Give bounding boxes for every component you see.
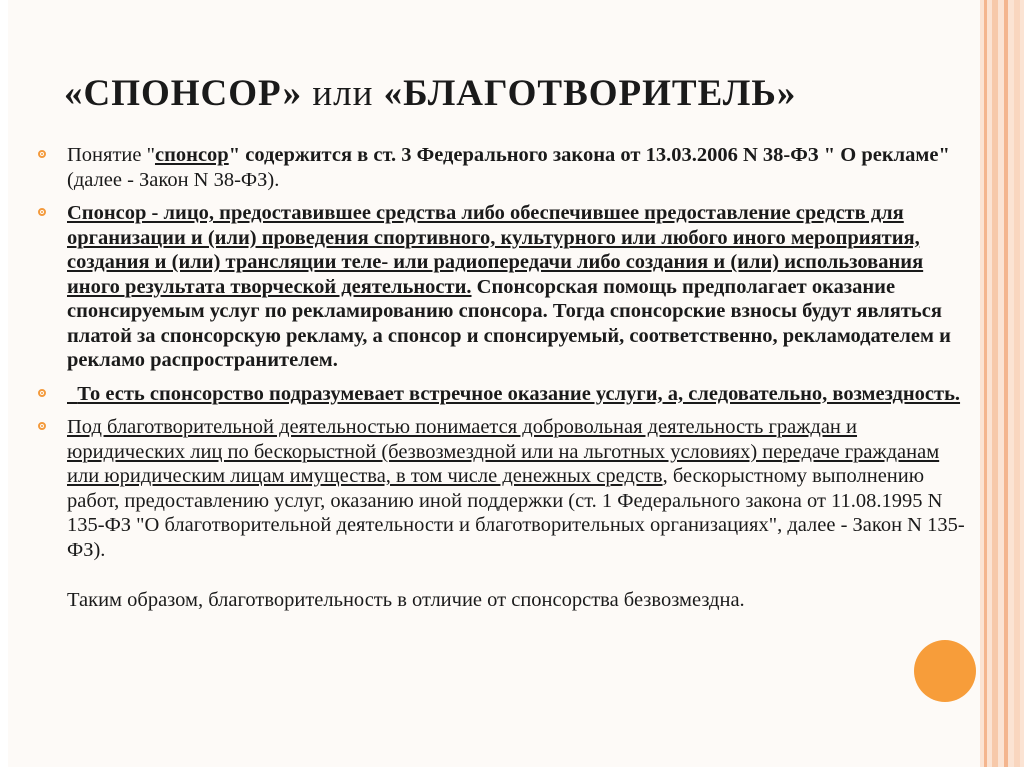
bullet-charity-definition xyxy=(36,415,968,613)
title-or: или xyxy=(312,73,374,114)
bullet-icon xyxy=(38,150,46,158)
title-benefactor: «БЛАГОТВОРИТЕЛЬ» xyxy=(383,73,797,114)
stripe xyxy=(1004,0,1008,767)
bullet-text: (далее - Закон N 38-ФЗ). xyxy=(67,168,280,191)
bullet-sponsor-definition xyxy=(36,201,968,373)
bullet-icon xyxy=(38,208,46,216)
bullet-text: То есть спонсорство подразумевает встречное оказание услуги, а, следовательно, возмездность. xyxy=(67,382,961,405)
stripe xyxy=(992,0,998,767)
bullet-conclusion: Таким образом, благотворительность в отличие от спонсорства безвозмездна. xyxy=(67,589,745,611)
stripe xyxy=(984,0,987,767)
decorative-circle-icon xyxy=(914,640,976,702)
bullet-sponsor-concept xyxy=(36,143,968,192)
slide-title xyxy=(64,72,944,115)
decorative-stripes xyxy=(980,0,1024,767)
bullet-text-definition: Спонсор - лицо, предоставившее средства либо обеспечившее предоставление средств для организации и (или) проведения спортивного, культурного или любого иного мероприятия, создания и (или) трансляции теле- или радиопередачи либо создания и (или) использования иного результата творческой деятельности. xyxy=(67,202,924,298)
bullet-icon xyxy=(38,389,46,397)
bullet-text-charity: Под благотворительной деятельностью понимается добровольная деятельность граждан и юридических лиц по бескорыстной (безвозмездной или на льготных условиях) передаче гражданам или юридическим лицам имущества, в том числе денежных средств xyxy=(67,416,940,487)
bullet-text: Понятие " xyxy=(67,144,155,166)
stripe xyxy=(1014,0,1020,767)
title-sponsor: «СПОНСОР» xyxy=(64,73,303,114)
bullet-text: , бескорыстному выполнению работ, предоставлению услуг, оказанию иной поддержки (ст. 1 Федерального закона от 11.08.1995 N 135-ФЗ "О благотворительной деятельности и благотворительных организациях", далее - Закон N 135-ФЗ). xyxy=(67,465,965,561)
bullet-text-law: " содержится в ст. 3 Федерального закона от 13.03.2006 N 38-ФЗ " О рекламе" xyxy=(228,144,950,166)
bullet-text-sponsorship: Спонсорская помощь предполагает оказание спонсируемым услуг по рекламированию спонсора. Тогда спонсорские взносы будут являться платой за спонсорскую рекламу, а спонсор и спонсируемый, соответственно, рекламодателем и рекламо распространителем. xyxy=(67,275,951,371)
bullet-sponsorship-consideration xyxy=(36,382,968,407)
bullet-text-term: спонсор xyxy=(154,144,229,166)
bullet-icon xyxy=(38,422,46,430)
bullet-list xyxy=(36,143,968,622)
